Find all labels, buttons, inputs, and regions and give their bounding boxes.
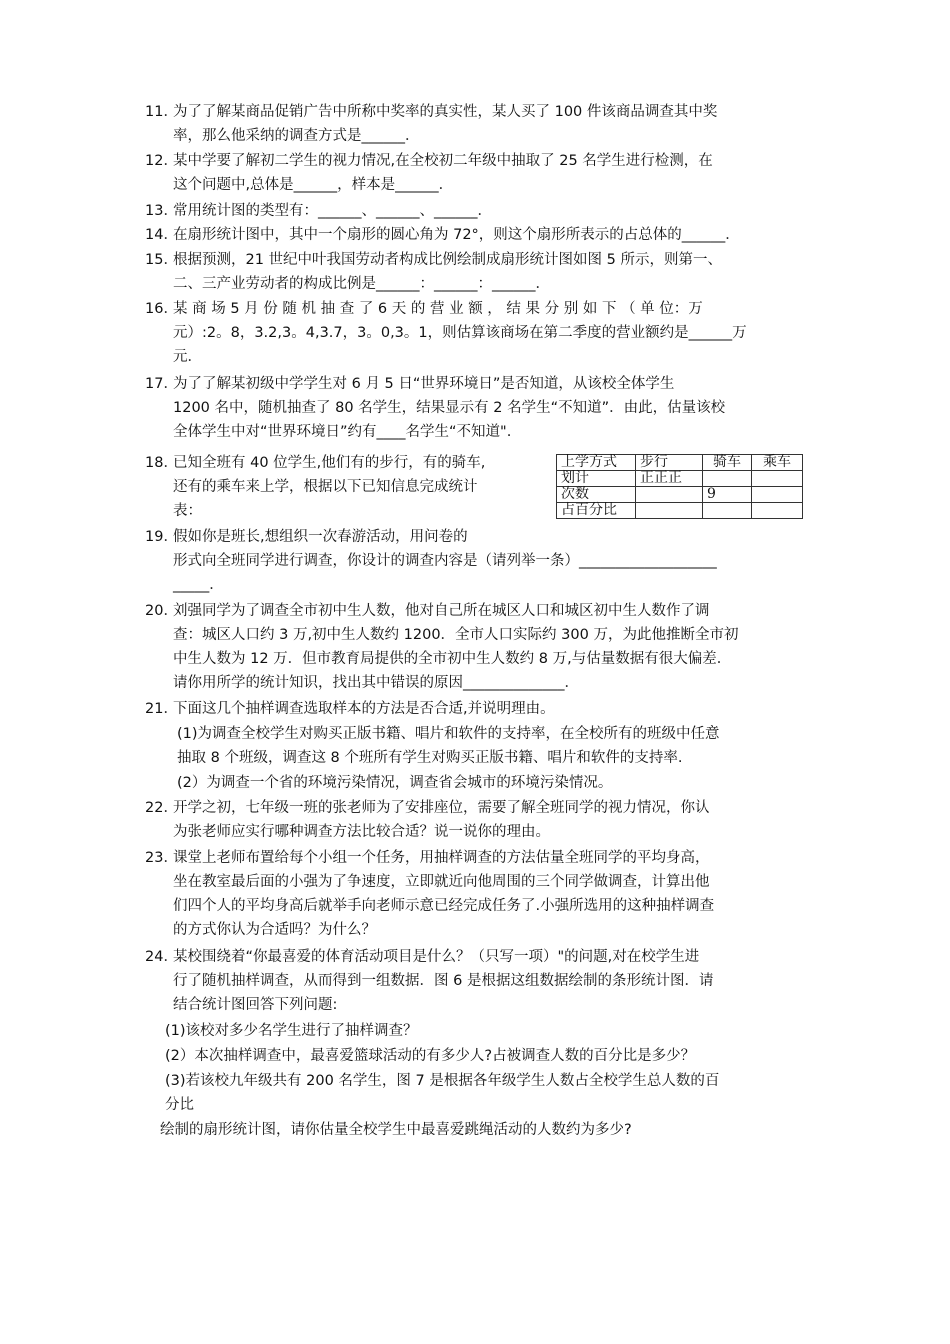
text-line: 元）:2。8，3.2,3。4,3.7，3。0,3。1，则估算该商场在第二季度的营业额约是______万 (173, 325, 747, 341)
commute-stat-table (556, 454, 803, 519)
text-line: 为张老师应实行哪种调查方法比较合适？说一说你的理由。 (173, 824, 550, 840)
question-text (173, 796, 815, 844)
text-line: 为了了解某商品促销广告中所称中奖率的真实性，某人买了 100 件该商品调查其中奖 (173, 104, 718, 120)
text-line: 分比 (165, 1097, 194, 1113)
sub-question (165, 1044, 815, 1068)
text-line: 请你用所学的统计知识，找出其中错误的原因______________． (173, 675, 579, 691)
question-number: 22． (145, 800, 178, 816)
sub-question (177, 771, 827, 795)
text-line: 抽取 8 个班级，调查这 8 个班所有学生对购买正版书籍、唱片和软件的支持率. (177, 750, 683, 766)
text-line: 查：城区人口约 3 万,初中生人数约 1200．全市人口实际约 300 万，为此他推断全市初 (173, 627, 739, 643)
sub-question (165, 1069, 815, 1117)
text-line: 结合统计图回答下列问题: (173, 997, 338, 1013)
text-line: 率，那么他采纳的调查方式是______． (173, 128, 420, 144)
text-line: _____． (173, 577, 224, 593)
question-number: 19． (145, 529, 178, 545)
table-cell (636, 487, 703, 503)
text-line: 形式向全班同学进行调查，你设计的调查内容是（请列举一条）___________________ (173, 553, 717, 569)
question-item (145, 372, 815, 444)
text-line: 常用统计图的类型有：______、______、______． (173, 203, 492, 219)
question-text (173, 149, 815, 197)
text-line: (3)若该校九年级共有 200 名学生，图 7 是根据各年级学生人数占全校学生总人数的百 (165, 1073, 720, 1089)
table-cell: 正正正 (636, 471, 703, 487)
question-text (173, 297, 815, 369)
text-line: 这个问题中,总体是______，样本是______． (173, 177, 454, 193)
text-line: 下面这几个抽样调查选取样本的方法是否合适,并说明理由。 (173, 701, 555, 717)
question-text (173, 223, 815, 247)
table-cell: 划计 (557, 471, 636, 487)
question-number: 17． (145, 376, 178, 392)
question-text (173, 525, 815, 597)
text-line: 为了了解某初级中学学生对 6 月 5 日“世界环境日”是否知道，从该校全体学生 (173, 376, 675, 392)
table-cell: 步行 (636, 455, 703, 471)
text-line: 坐在教室最后面的小强为了争速度，立即就近向他周围的三个同学做调查，计算出他 (173, 874, 710, 890)
text-line: 1200 名中，随机抽查了 80 名学生，结果显示有 2 名学生“不知道”．由此，估量该校 (173, 400, 726, 416)
question-number: 18． (145, 455, 178, 471)
text-line: 元． (173, 349, 202, 365)
question-text (173, 100, 815, 148)
table-cell (703, 471, 752, 487)
table-cell: 次数 (557, 487, 636, 503)
text-line: 表： (173, 503, 202, 519)
text-line: 在扇形统计图中，其中一个扇形的圆心角为 72°，则这个扇形所表示的占总体的______． (173, 227, 740, 243)
text-line: (2）本次抽样调查中，最喜爱篮球活动的有多少人?占被调查人数的百分比是多少？ (165, 1048, 696, 1064)
sub-question (160, 1118, 810, 1142)
question-text (173, 599, 815, 695)
text-line: 假如你是班长,想组织一次春游活动，用问卷的 (173, 529, 468, 545)
text-line: 某 商 场 5 月 份 随 机 抽 查 了 6 天 的 营 业 额 ， 结 果 分 别 如 下 （ 单 位：万 (173, 301, 703, 317)
table-cell (703, 503, 752, 519)
question-number: 24． (145, 949, 178, 965)
text-line: 的方式你认为合适吗？为什么？ (173, 922, 376, 938)
text-line: (2）为调查一个省的环境污染情况，调查省会城市的环境污染情况。 (177, 775, 613, 791)
text-line: 课堂上老师布置给每个小组一个任务，用抽样调查的方法估量全班同学的平均身高， (173, 850, 710, 866)
text-line: 绘制的扇形统计图，请你估量全校学生中最喜爱跳绳活动的人数约为多少? (160, 1122, 632, 1138)
table-cell: 9 (703, 487, 752, 503)
question-number: 20． (145, 603, 178, 619)
question-text (173, 697, 815, 721)
question-item (145, 796, 815, 844)
table-cell (636, 503, 703, 519)
question-item (145, 599, 815, 695)
question-item (145, 223, 815, 247)
question-number: 14． (145, 227, 178, 243)
question-number: 21． (145, 701, 178, 717)
text-line: 行了随机抽样调查，从而得到一组数据．图 6 是根据这组数据绘制的条形统计图．请 (173, 973, 714, 989)
text-line: 某校围绕着“你最喜爱的体育活动项目是什么？（只写一项）"的问题,对在校学生进 (173, 949, 700, 965)
question-item (145, 100, 815, 148)
question-item (145, 199, 815, 223)
table-cell: 骑车 (703, 455, 752, 471)
text-line: (1)该校对多少名学生进行了抽样调查？ (165, 1023, 418, 1039)
sub-question (177, 722, 827, 770)
table-cell (752, 487, 803, 503)
text-line: 中生人数为 12 万．但市教育局提供的全市初中生人数约 8 万,与估量数据有很大偏差． (173, 651, 732, 667)
question-text (173, 372, 815, 444)
table-row (557, 471, 803, 487)
table-cell: 乘车 (752, 455, 803, 471)
question-text (173, 846, 815, 942)
question-item (145, 248, 815, 296)
text-line: 二、三产业劳动者的构成比例是______：______：______． (173, 276, 550, 292)
question-number: 23． (145, 850, 178, 866)
question-item (145, 297, 815, 369)
table-cell: 占百分比 (557, 503, 636, 519)
question-item (145, 697, 815, 721)
text-line: 某中学要了解初二学生的视力情况,在全校初二年级中抽取了 25 名学生进行检测，在 (173, 153, 713, 169)
table-row (557, 503, 803, 519)
question-item (145, 149, 815, 197)
text-line: 已知全班有 40 位学生,他们有的步行，有的骑车, (173, 455, 486, 471)
text-line: 们四个人的平均身高后就举手向老师示意已经完成任务了.小强所选用的这种抽样调查 (173, 898, 715, 914)
text-line: 全体学生中对“世界环境日”约有____名学生“不知道". (173, 424, 512, 440)
question-number: 12． (145, 153, 178, 169)
question-text (173, 945, 815, 1017)
text-line: 刘强同学为了调查全市初中生人数，他对自己所在城区人口和城区初中生人数作了调 (173, 603, 710, 619)
question-number: 16． (145, 301, 178, 317)
sub-question (165, 1019, 815, 1043)
question-item (145, 945, 815, 1017)
table-cell (752, 503, 803, 519)
question-number: 13． (145, 203, 178, 219)
table-row (557, 487, 803, 503)
text-line: 开学之初，七年级一班的张老师为了安排座位，需要了解全班同学的视力情况，你认 (173, 800, 710, 816)
question-item (145, 525, 815, 597)
text-line: (1)为调查全校学生对购买正版书籍、唱片和软件的支持率，在全校所有的班级中任意 (177, 726, 720, 742)
text-line: 还有的乘车来上学，根据以下已知信息完成统计 (173, 479, 478, 495)
question-number: 15． (145, 252, 178, 268)
table-row (557, 455, 803, 471)
question-item (145, 846, 815, 942)
question-number: 11． (145, 104, 178, 120)
text-line: 根据预测，21 世纪中叶我国劳动者构成比例绘制成扇形统计图如图 5 所示，则第一、 (173, 252, 723, 268)
table-cell: 上学方式 (557, 455, 636, 471)
table-cell (752, 471, 803, 487)
question-text (173, 248, 815, 296)
question-text (173, 199, 815, 223)
